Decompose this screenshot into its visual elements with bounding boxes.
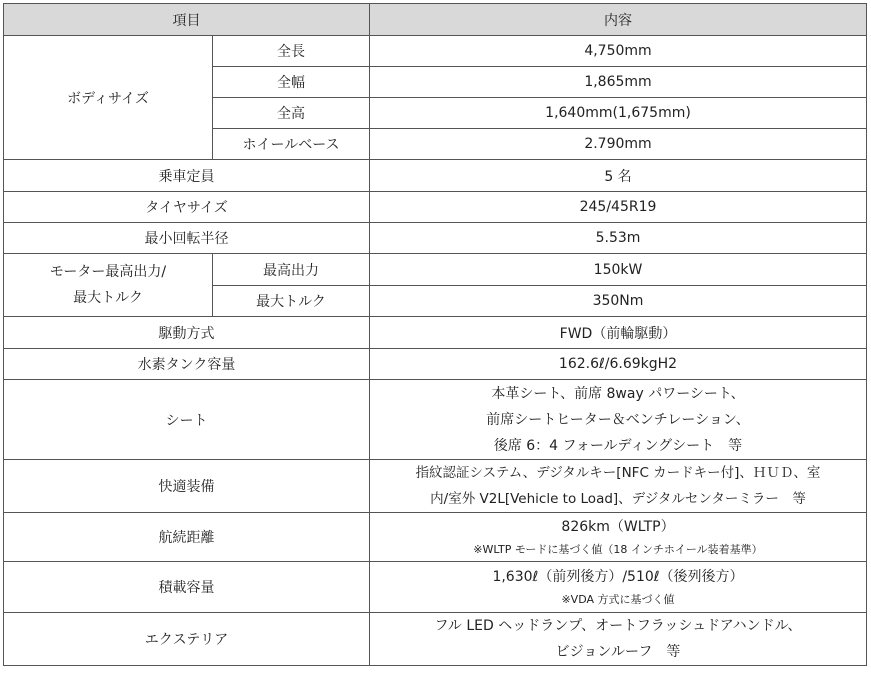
- seat-label: シート: [4, 380, 370, 460]
- exterior-line: ビジョンルーフ 等: [555, 644, 681, 660]
- length-label: 全長: [213, 36, 370, 67]
- table-row: [4, 562, 867, 613]
- torque-value: 350Nm: [370, 286, 867, 317]
- cargo-value: 1,630ℓ（前列後方）/510ℓ（後列後方）: [492, 569, 744, 585]
- torque-label: 最大トルク: [213, 286, 370, 317]
- motor-label: [4, 254, 213, 317]
- output-value: 150kW: [370, 254, 867, 286]
- table-row: [4, 513, 867, 562]
- motor-label-line2: 最大トルク: [73, 290, 143, 306]
- comfort-line: 指紋認証システム、デジタルキー[NFC カードキー付]、ＨＵＤ、室: [415, 465, 821, 481]
- table-row: [4, 254, 867, 286]
- cargo-label: 積載容量: [4, 562, 370, 613]
- table-row: [4, 613, 867, 666]
- height-label: 全高: [213, 98, 370, 129]
- table-row: [4, 192, 867, 223]
- header-content: 内容: [370, 4, 867, 36]
- capacity-value: 5 名: [370, 160, 867, 192]
- width-label: 全幅: [213, 67, 370, 98]
- cargo-note: ※VDA 方式に基づく値: [561, 593, 675, 606]
- body-size-label: ボディサイズ: [4, 36, 213, 160]
- seat-line: 本革シート、前席 8way パワーシート、: [491, 385, 745, 402]
- hydrogen-label: 水素タンク容量: [4, 349, 370, 380]
- drive-label: 駆動方式: [4, 317, 370, 349]
- exterior-line: フル LED ヘッドランプ、オートフラッシュドアハンドル、: [434, 618, 802, 634]
- comfort-label: 快適装備: [4, 460, 370, 513]
- table-row: [4, 349, 867, 380]
- table-row: [4, 160, 867, 192]
- table-row: [4, 36, 867, 67]
- motor-label-line1: モーター最高出力/: [49, 264, 167, 280]
- range-label: 航続距離: [4, 513, 370, 562]
- length-value: 4,750mm: [370, 36, 867, 67]
- tire-label: タイヤサイズ: [4, 192, 370, 223]
- range-note: ※WLTP モードに基づく値（18 インチホイール装着基準）: [473, 543, 763, 556]
- seat-value: [370, 380, 867, 460]
- wheelbase-label: ホイールベース: [213, 129, 370, 160]
- tire-value: 245/45R19: [370, 192, 867, 223]
- table-row: [4, 223, 867, 254]
- hydrogen-value: 162.6ℓ/6.69kgH2: [370, 349, 867, 380]
- turning-value: 5.53m: [370, 223, 867, 254]
- height-value: 1,640mm(1,675mm): [370, 98, 867, 129]
- turning-label: 最小回転半径: [4, 223, 370, 254]
- exterior-label: エクステリア: [4, 613, 370, 666]
- drive-value: FWD（前輪駆動）: [370, 317, 867, 349]
- comfort-line: 内/室外 V2L[Vehicle to Load]、デジタルセンターミラー 等: [430, 491, 806, 507]
- cargo-value-cell: [370, 562, 867, 613]
- seat-line: 前席シートヒーター＆ベンチレーション、: [486, 411, 750, 428]
- range-value-cell: [370, 513, 867, 562]
- table-row: [4, 460, 867, 513]
- header-item: 項目: [4, 4, 370, 36]
- spec-table: [3, 3, 867, 666]
- seat-line: 後席 6：4 フォールディングシート 等: [493, 437, 743, 454]
- capacity-label: 乗車定員: [4, 160, 370, 192]
- comfort-value: [370, 460, 867, 513]
- wheelbase-value: 2.790mm: [370, 129, 867, 160]
- table-row: [4, 380, 867, 460]
- output-label: 最高出力: [213, 254, 370, 286]
- table-row: [4, 317, 867, 349]
- header-row: [4, 4, 867, 36]
- range-value: 826km（WLTP）: [561, 519, 675, 535]
- width-value: 1,865mm: [370, 67, 867, 98]
- exterior-value: [370, 613, 867, 666]
